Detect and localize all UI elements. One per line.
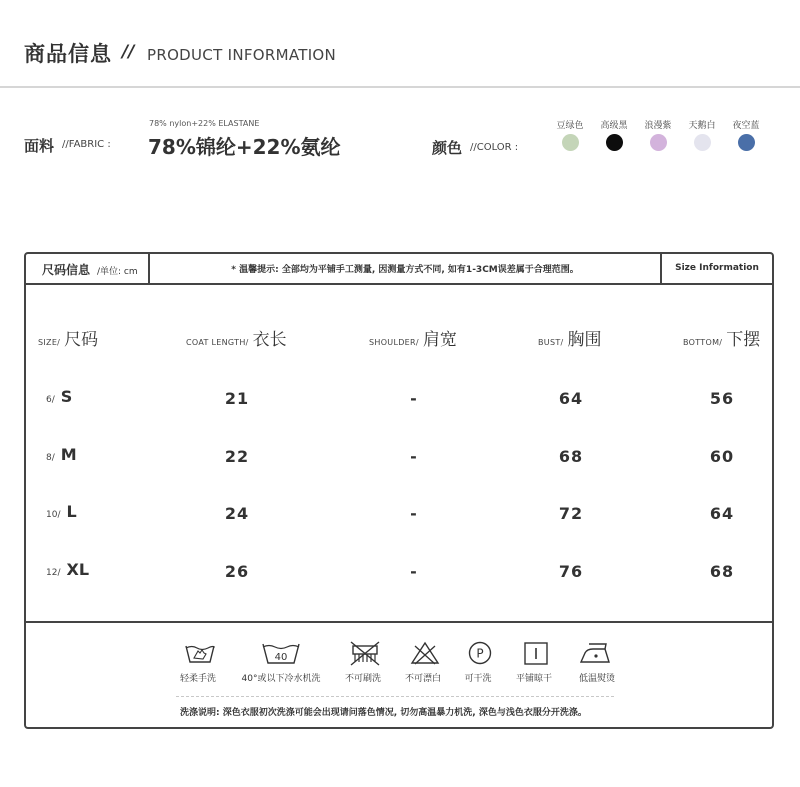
fabric-composition: 78%锦纶+22%氨纶 bbox=[148, 135, 341, 159]
size-table-title: 尺码信息 bbox=[42, 263, 91, 277]
cell-bust: 72 bbox=[558, 504, 584, 523]
column-header-en: SHOULDER/ bbox=[369, 338, 419, 347]
care-label: 低温熨烫 bbox=[578, 674, 615, 684]
dry-clean-symbol: P bbox=[476, 646, 484, 661]
color-swatch[interactable] bbox=[606, 134, 623, 151]
color-label-cn: 颜色 bbox=[432, 139, 463, 157]
flat-dry-icon bbox=[514, 640, 558, 668]
size-row-label bbox=[46, 445, 77, 464]
size-table-title-en: Size Information bbox=[675, 263, 759, 273]
column-header-en: BOTTOM/ bbox=[683, 338, 723, 347]
column-header-cn: 胸围 bbox=[567, 330, 602, 350]
size-table-frame bbox=[24, 252, 774, 729]
column-header-cn: 衣长 bbox=[252, 330, 287, 350]
color-label-en: //COLOR : bbox=[470, 142, 519, 153]
measurement-tip: * 温馨提示: 全部均为平铺手工测量, 因测量方式不同, 如有1-3CM误差属于合理范围。 bbox=[231, 265, 579, 275]
column-header-cn: 尺码 bbox=[64, 330, 99, 350]
care-note-divider bbox=[176, 696, 614, 697]
cell-coat-length: 24 bbox=[224, 504, 250, 523]
care-label: 不可漂白 bbox=[404, 674, 441, 684]
size-row-label bbox=[46, 387, 72, 406]
size-number: 12/ bbox=[46, 568, 61, 578]
column-header-size bbox=[38, 325, 98, 350]
cell-shoulder: - bbox=[410, 562, 418, 581]
column-header-cn: 肩宽 bbox=[422, 330, 457, 350]
wash-temperature: 40 bbox=[274, 652, 288, 663]
size-number: 10/ bbox=[46, 510, 61, 520]
care-section-divider bbox=[26, 621, 774, 623]
size-letter: M bbox=[60, 445, 77, 464]
color-swatch-name: 高级黑 bbox=[600, 121, 628, 131]
size-table-header-divider bbox=[26, 283, 774, 285]
header-divider bbox=[0, 86, 800, 88]
cell-shoulder: - bbox=[410, 504, 418, 523]
care-label: 轻柔手洗 bbox=[179, 674, 216, 684]
machine-wash-40-icon bbox=[259, 640, 303, 668]
cell-coat-length: 26 bbox=[224, 562, 250, 581]
color-swatch-name: 豆绿色 bbox=[556, 121, 584, 131]
care-label: 不可刷洗 bbox=[344, 674, 381, 684]
color-swatch[interactable] bbox=[738, 134, 755, 151]
cell-bottom: 64 bbox=[709, 504, 735, 523]
color-swatch[interactable] bbox=[650, 134, 667, 151]
cell-bottom: 68 bbox=[709, 562, 735, 581]
low-iron-icon bbox=[575, 640, 619, 668]
color-swatch-name: 夜空蓝 bbox=[732, 121, 760, 131]
cell-bottom: 56 bbox=[709, 389, 735, 408]
fabric-label-en: //FABRIC : bbox=[62, 139, 111, 150]
cell-bottom: 60 bbox=[709, 447, 735, 466]
column-header-en: SIZE/ bbox=[38, 338, 61, 347]
title-separator: // bbox=[122, 42, 135, 62]
fabric-label-cn: 面料 bbox=[24, 137, 55, 155]
column-header-coat-length bbox=[186, 325, 287, 350]
column-header-shoulder bbox=[369, 325, 457, 350]
size-number: 6/ bbox=[46, 395, 55, 405]
page-title-cn: 商品信息 bbox=[24, 42, 112, 66]
hand-wash-icon bbox=[178, 640, 222, 668]
size-number: 8/ bbox=[46, 453, 55, 463]
washing-instructions: 洗涤说明: 深色衣服初次洗涤可能会出现请问落色情况, 切勿高温暴力机洗, 深色与浅色衣服分开洗涤。 bbox=[180, 708, 587, 718]
color-swatch[interactable] bbox=[562, 134, 579, 151]
cell-coat-length: 21 bbox=[224, 389, 250, 408]
care-label: 40°或以下冷水机洗 bbox=[241, 674, 321, 684]
size-letter: L bbox=[66, 502, 77, 521]
size-letter: S bbox=[60, 387, 73, 406]
cell-bust: 76 bbox=[558, 562, 584, 581]
page-title-en: PRODUCT INFORMATION bbox=[147, 46, 337, 64]
color-swatch-name: 浪漫紫 bbox=[644, 121, 672, 131]
size-letter: XL bbox=[66, 560, 90, 579]
column-header-en: COAT LENGTH/ bbox=[186, 338, 249, 347]
column-header-bust bbox=[538, 325, 602, 350]
cell-bust: 64 bbox=[558, 389, 584, 408]
no-brush-icon bbox=[343, 640, 387, 668]
fabric-composition-en: 78% nylon+22% ELASTANE bbox=[149, 119, 260, 128]
color-swatch-name: 天鹅白 bbox=[688, 121, 716, 131]
size-table-unit: /单位: cm bbox=[97, 267, 138, 277]
care-label: 可干洗 bbox=[464, 674, 492, 684]
column-header-bottom bbox=[683, 325, 760, 350]
no-bleach-icon bbox=[403, 640, 447, 668]
size-row-label bbox=[46, 560, 89, 579]
cell-coat-length: 22 bbox=[224, 447, 250, 466]
column-header-en: BUST/ bbox=[538, 338, 564, 347]
dry-clean-icon bbox=[458, 640, 502, 668]
cell-bust: 68 bbox=[558, 447, 584, 466]
column-header-cn: 下摆 bbox=[726, 330, 761, 350]
color-swatch[interactable] bbox=[694, 134, 711, 151]
care-label: 平铺晾干 bbox=[515, 674, 552, 684]
size-row-label bbox=[46, 502, 77, 521]
cell-shoulder: - bbox=[410, 447, 418, 466]
cell-shoulder: - bbox=[410, 389, 418, 408]
